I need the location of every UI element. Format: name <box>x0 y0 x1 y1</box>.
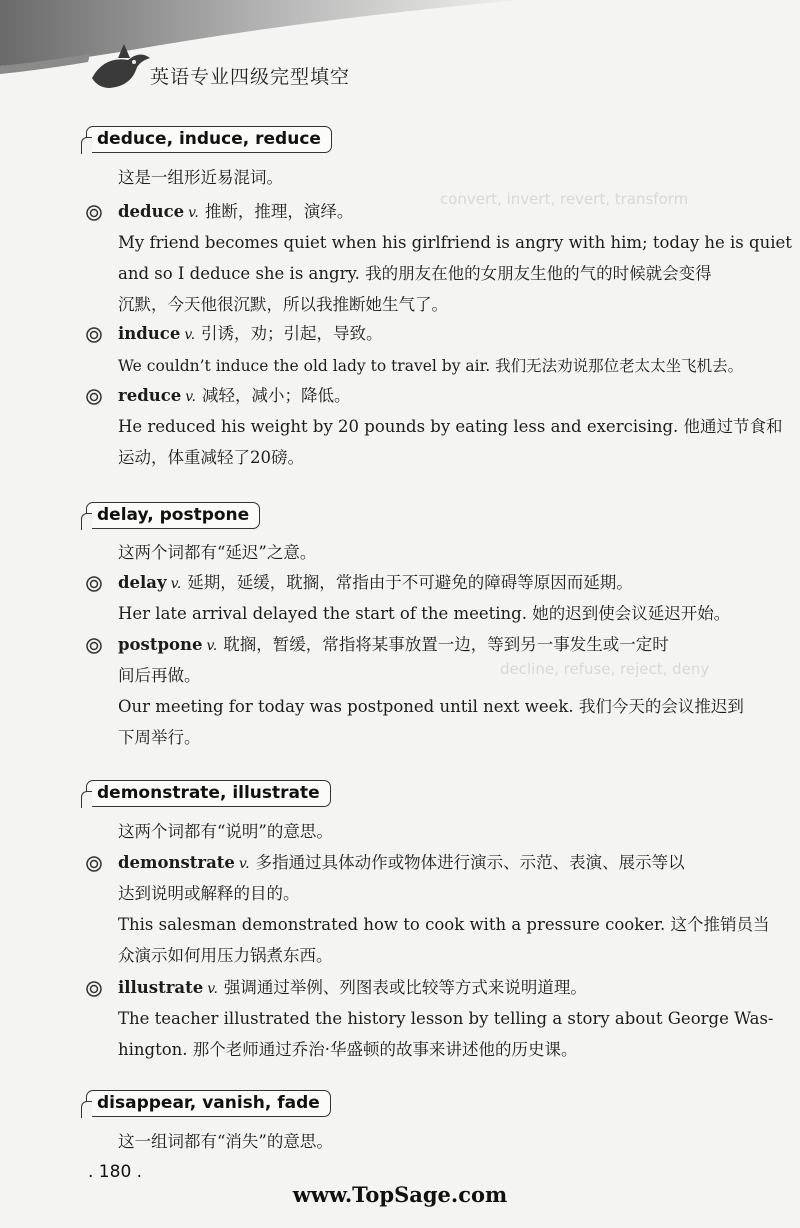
entry-word: reduce <box>118 386 182 405</box>
heading-hook-decoration <box>81 513 92 530</box>
section-intro: 这是一组形近易混词。 <box>118 168 283 187</box>
section-heading-text: disappear, vanish, fade <box>97 1093 320 1113</box>
entry-pos: v. <box>170 576 182 592</box>
entry-definition <box>118 571 770 596</box>
heading-hook-decoration <box>81 137 92 154</box>
section-heading-text: deduce, induce, reduce <box>97 129 321 149</box>
double-circle-bullet-icon <box>84 203 104 223</box>
entry-def: 多指通过具体动作或物体进行演示、示范、表演、展示等以 <box>255 853 685 872</box>
section-heading <box>86 1090 331 1117</box>
entry-def: 延期，延缓，耽搁，常指由于不可避免的障碍等原因而延期。 <box>187 573 633 592</box>
double-circle-bullet-icon <box>84 325 104 345</box>
entry-definition <box>118 976 770 1001</box>
example-line: hington. 那个老师通过乔治·华盛顿的故事来讲述他的历史课。 <box>118 1040 578 1059</box>
entry-word: delay <box>118 573 167 592</box>
header-decoration <box>0 0 800 110</box>
entry-def: 减轻，减小；降低。 <box>201 386 351 405</box>
example-line: My friend becomes quiet when his girlfriend is angry with him; today he is quiet <box>118 233 792 252</box>
section-heading <box>86 502 260 529</box>
double-circle-bullet-icon <box>84 387 104 407</box>
footer-watermark: www.TopSage.com <box>292 1182 508 1207</box>
entry-def: 耽搁，暂缓，常指将某事放置一边，等到另一事发生或一定时 <box>223 635 669 654</box>
section-heading-text: delay, postpone <box>97 505 250 525</box>
entry-definition <box>118 851 770 876</box>
page-number: . 180 . <box>88 1162 143 1182</box>
entry-pos: v. <box>238 856 250 872</box>
entry-definition <box>118 200 770 225</box>
example-line: 运动，体重减轻了20磅。 <box>118 448 304 467</box>
entry-pos: v. <box>188 205 199 221</box>
double-circle-bullet-icon <box>84 979 104 999</box>
heading-hook-decoration <box>81 1101 92 1118</box>
entry-pos: v. <box>207 981 218 997</box>
entry-def: 引诱，劝；引起，导致。 <box>201 324 383 343</box>
entry-definition <box>118 384 770 409</box>
section-intro: 这两个词都有“说明”的意思。 <box>118 822 333 841</box>
example-line: We couldn’t induce the old lady to travel by air. 我们无法劝说那位老太太坐飞机去。 <box>118 357 744 375</box>
section-heading <box>86 126 332 153</box>
section-heading-text: demonstrate, illustrate <box>97 783 320 803</box>
section-intro: 这两个词都有“延迟”之意。 <box>118 543 317 562</box>
entry-word: deduce <box>118 202 185 221</box>
section-heading <box>86 780 331 807</box>
entry-definition-continued: 达到说明或解释的目的。 <box>118 884 300 903</box>
entry-definition <box>118 633 770 658</box>
double-circle-bullet-icon <box>84 574 104 594</box>
entry-definition <box>118 322 770 347</box>
example-line: and so I deduce she is angry. 我的朋友在他的女朋友生他的气的时候就会变得 <box>118 264 712 283</box>
heading-hook-decoration <box>81 791 92 808</box>
entry-pos: v. <box>184 327 196 343</box>
example-line: The teacher illustrated the history lesson by telling a story about George Was- <box>118 1009 774 1028</box>
entry-def: 推断，推理，演绎。 <box>204 202 354 221</box>
bleed-through-text: decline, refuse, reject, deny <box>500 660 710 678</box>
double-circle-bullet-icon <box>84 636 104 656</box>
section-intro: 这一组词都有“消失”的意思。 <box>118 1132 333 1151</box>
example-line: This salesman demonstrated how to cook with a pressure cooker. 这个推销员当 <box>118 915 770 934</box>
example-line: He reduced his weight by 20 pounds by eating less and exercising. 他通过节食和 <box>118 417 783 436</box>
entry-word: postpone <box>118 635 203 654</box>
header-title: 英语专业四级完型填空 <box>150 66 351 88</box>
entry-word: illustrate <box>118 978 204 997</box>
example-line: 沉默，今天他很沉默，所以我推断她生气了。 <box>118 295 448 314</box>
example-line: 众演示如何用压力锅煮东西。 <box>118 946 333 965</box>
example-line: 下周举行。 <box>118 728 201 747</box>
entry-word: induce <box>118 324 181 343</box>
entry-definition-continued: 间后再做。 <box>118 666 201 685</box>
double-circle-bullet-icon <box>84 854 104 874</box>
example-line: Her late arrival delayed the start of the meeting. 她的迟到使会议延迟开始。 <box>118 604 731 623</box>
entry-pos: v. <box>206 638 218 654</box>
entry-pos: v. <box>185 389 196 405</box>
bleed-through-text: convert, invert, revert, transform <box>440 190 689 208</box>
entry-def: 强调通过举例、列图表或比较等方式来说明道理。 <box>223 978 587 997</box>
entry-word: demonstrate <box>118 853 235 872</box>
example-line: Our meeting for today was postponed until next week. 我们今天的会议推迟到 <box>118 697 744 716</box>
